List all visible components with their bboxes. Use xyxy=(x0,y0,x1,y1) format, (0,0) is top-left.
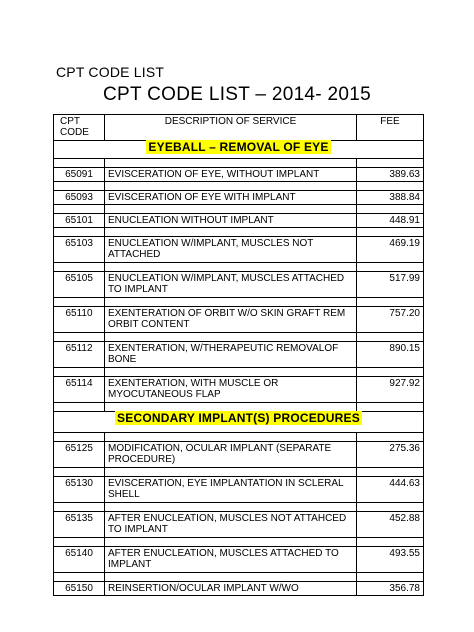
table-row xyxy=(54,477,424,503)
fee-cell: 517.99 xyxy=(357,272,424,298)
table-header-row xyxy=(54,115,424,141)
description-cell: MODIFICATION, OCULAR IMPLANT (SEPARATE PROCEDURE) xyxy=(105,442,357,468)
table-row xyxy=(54,442,424,468)
description-cell: EXENTERATION, W/THERAPEUTIC REMOVALOF BONE xyxy=(105,342,357,368)
description-cell: ENUCLEATION WITHOUT IMPLANT xyxy=(105,214,357,228)
cpt-code-cell: 65091 xyxy=(54,168,105,182)
fee-cell: 275.36 xyxy=(357,442,424,468)
cpt-code-cell: 65125 xyxy=(54,442,105,468)
fee-cell: 452.88 xyxy=(357,512,424,538)
table-row xyxy=(54,512,424,538)
table-row xyxy=(54,272,424,298)
section-title: SECONDARY IMPLANT(S) PROCEDURES xyxy=(117,411,360,425)
description-cell: ENUCLEATION W/IMPLANT, MUSCLES ATTACHED TO IMPLANT xyxy=(105,272,357,298)
section-title: EYEBALL – REMOVAL OF EYE xyxy=(148,140,329,154)
table-row xyxy=(54,168,424,182)
fee-cell: 356.78 xyxy=(357,582,424,596)
cpt-code-cell: 65103 xyxy=(54,237,105,263)
fee-cell: 448.91 xyxy=(357,214,424,228)
description-cell: ENUCLEATION W/IMPLANT, MUSCLES NOT ATTACHED xyxy=(105,237,357,263)
fee-cell: 389.63 xyxy=(357,168,424,182)
description-cell: EVISCERATION OF EYE, WITHOUT IMPLANT xyxy=(105,168,357,182)
table-row xyxy=(54,342,424,368)
table-row xyxy=(54,237,424,263)
table-row xyxy=(54,191,424,205)
header-fee: FEE xyxy=(357,115,424,141)
description-cell: AFTER ENUCLEATION, MUSCLES NOT ATTAHCED TO IMPLANT xyxy=(105,512,357,538)
fee-cell: 469.19 xyxy=(357,237,424,263)
cpt-code-cell: 65135 xyxy=(54,512,105,538)
document-label: CPT CODE LIST xyxy=(56,64,165,80)
header-cpt-code: CPT CODE xyxy=(54,115,105,141)
fee-cell: 493.55 xyxy=(357,547,424,573)
description-cell: EXENTERATION OF ORBIT W/O SKIN GRAFT REM ORBIT CONTENT xyxy=(105,307,357,333)
cpt-code-cell: 65110 xyxy=(54,307,105,333)
cpt-code-cell: 65105 xyxy=(54,272,105,298)
fee-cell: 890.15 xyxy=(357,342,424,368)
cpt-code-cell: 65140 xyxy=(54,547,105,573)
table-row xyxy=(54,377,424,403)
document-title: CPT CODE LIST – 2014- 2015 xyxy=(103,84,371,105)
section-row-secondary-implants xyxy=(54,412,424,433)
description-cell: EXENTERATION, WITH MUSCLE OR MYOCUTANEOUS FLAP xyxy=(105,377,357,403)
fee-cell: 444.63 xyxy=(357,477,424,503)
table-row xyxy=(54,214,424,228)
cpt-code-table xyxy=(53,114,424,596)
cpt-code-cell: 65150 xyxy=(54,582,105,596)
fee-cell: 388.84 xyxy=(357,191,424,205)
cpt-code-cell: 65093 xyxy=(54,191,105,205)
table-row xyxy=(54,307,424,333)
cpt-code-cell: 65114 xyxy=(54,377,105,403)
fee-cell: 757.20 xyxy=(357,307,424,333)
table-row xyxy=(54,582,424,596)
description-cell: EVISCERATION, EYE IMPLANTATION IN SCLERAL SHELL xyxy=(105,477,357,503)
cpt-code-cell: 65112 xyxy=(54,342,105,368)
description-cell: AFTER ENUCLEATION, MUSCLES ATTACHED TO IMPLANT xyxy=(105,547,357,573)
description-cell: EVISCERATION OF EYE WITH IMPLANT xyxy=(105,191,357,205)
cpt-code-cell: 65101 xyxy=(54,214,105,228)
cpt-code-cell: 65130 xyxy=(54,477,105,503)
description-cell: REINSERTION/OCULAR IMPLANT W/WO xyxy=(105,582,357,596)
table-row xyxy=(54,547,424,573)
section-row-eyeball-removal xyxy=(54,141,424,159)
fee-cell: 927.92 xyxy=(357,377,424,403)
header-description: DESCRIPTION OF SERVICE xyxy=(105,115,357,141)
